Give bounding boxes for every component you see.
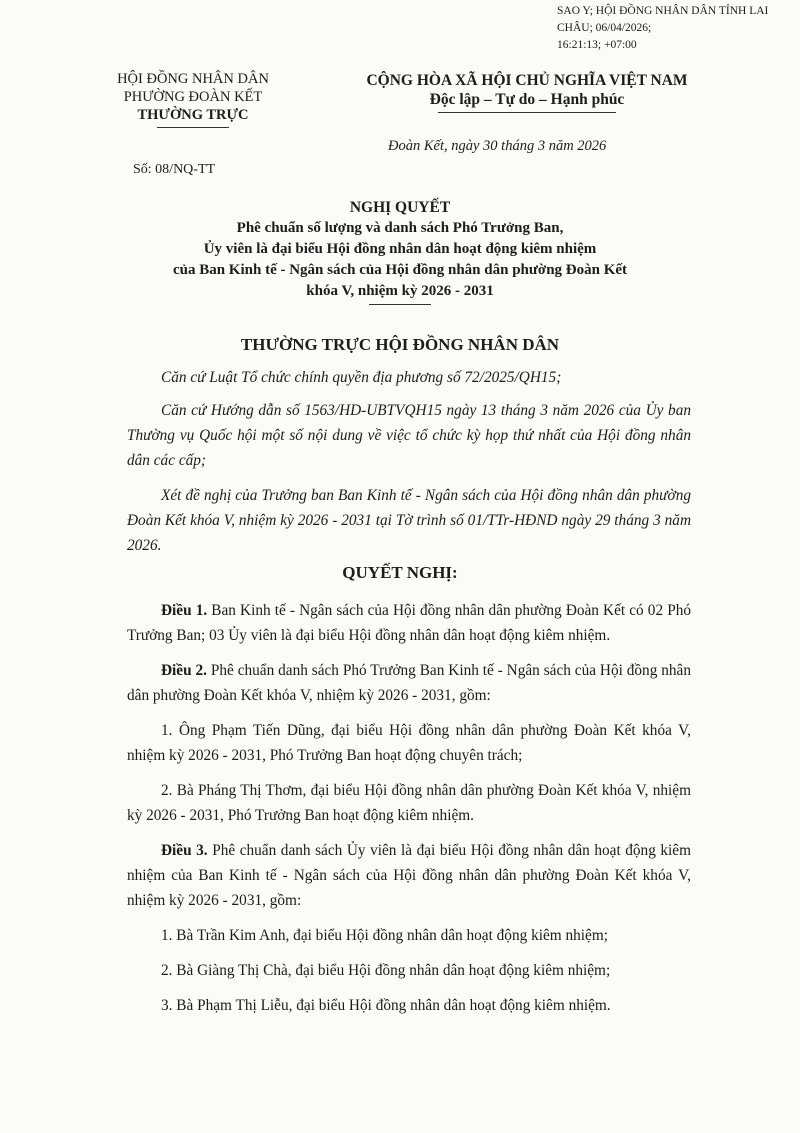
subtitle-line-1: Phê chuẩn số lượng và danh sách Phó Trưởng Ban, [236, 220, 564, 236]
issuer-header [88, 70, 298, 128]
authority-heading: THƯỜNG TRỰC HỘI ĐỒNG NHÂN DÂN [240, 335, 560, 354]
article-3 [127, 838, 691, 913]
article-3-item: 2. Bà Giàng Thị Chà, đại biểu Hội đồng nhân dân hoạt động kiêm nhiệm; [161, 962, 611, 979]
article-2 [127, 658, 691, 708]
article-2-label: Điều 2. [161, 662, 207, 679]
decision-heading: QUYẾT NGHỊ: [342, 563, 458, 582]
subtitle-line-3: của Ban Kinh tế - Ngân sách của Hội đồng nhân dân phường Đoàn Kết [172, 262, 628, 278]
issuer-line-3: THƯỜNG TRỰC [137, 107, 249, 123]
stamp-line-2: 16:21:13; +07:00 [557, 39, 637, 51]
article-2-item: 1. Ông Phạm Tiến Dũng, đại biểu Hội đồng nhân dân phường Đoàn Kết khóa V, nhiệm kỳ 2026 - 2031, Phó Trưởng Ban hoạt động chuyên trách; [127, 722, 691, 764]
subtitle-line-4: khóa V, nhiệm kỳ 2026 - 2031 [306, 283, 494, 299]
subtitle-line-2: Ủy viên là đại biểu Hội đồng nhân dân hoạt động kiêm nhiệm [203, 241, 597, 257]
article-1 [127, 598, 691, 648]
legal-basis-2: Căn cứ Hướng dẫn số 1563/HD-UBTVQH15 ngày 13 tháng 3 năm 2026 của Ủy ban Thường vụ Quốc hội một số nội dung về việc tổ chức kỳ họp thứ nhất của Hội đồng nhân dân các cấp; [127, 402, 691, 469]
article-1-text: Ban Kinh tế - Ngân sách của Hội đồng nhân dân phường Đoàn Kết có 02 Phó Trưởng Ban; 03 Ủy viên là đại biểu Hội đồng nhân dân hoạt động kiêm nhiệm. [127, 602, 691, 644]
issuer-line-1: HỘI ĐỒNG NHÂN DÂN [117, 71, 269, 87]
article-3-item: 3. Bà Phạm Thị Liễu, đại biểu Hội đồng nhân dân hoạt động kiêm nhiệm. [161, 997, 611, 1014]
article-3-text: Phê chuẩn danh sách Ủy viên là đại biểu Hội đồng nhân dân hoạt động kiêm nhiệm của Ban Kinh tế - Ngân sách của Hội đồng nhân dân phường Đoàn Kết khóa V, nhiệm kỳ 2026 - 2031, gồm: [127, 842, 691, 909]
motto-underline [438, 112, 616, 113]
document-number: Số: 08/NQ-TT [133, 162, 216, 177]
document-subtitle [115, 218, 685, 305]
issuer-underline [157, 127, 229, 128]
stamp-line-1: SAO Y; HỘI ĐỒNG NHÂN DÂN TỈNH LAI CHÂU; 06/04/2026; [557, 5, 769, 34]
article-3-item: 1. Bà Trần Kim Anh, đại biểu Hội đồng nhân dân hoạt động kiêm nhiệm; [161, 927, 608, 944]
article-2-item: 2. Bà Pháng Thị Thơm, đại biểu Hội đồng nhân dân phường Đoàn Kết khóa V, nhiệm kỳ 2026 - 2031, Phó Trưởng Ban hoạt động kiêm nhiệm. [127, 782, 691, 824]
article-1-label: Điều 1. [161, 602, 208, 619]
dateline: Đoàn Kết, ngày 30 tháng 3 năm 2026 [388, 138, 607, 154]
nation-motto: Độc lập – Tự do – Hạnh phúc [429, 91, 625, 108]
document-type: NGHỊ QUYẾT [349, 199, 451, 216]
legal-basis-1: Căn cứ Luật Tổ chức chính quyền địa phương số 72/2025/QH15; [161, 369, 562, 386]
subtitle-underline [369, 304, 431, 305]
digital-copy-stamp [557, 3, 797, 54]
article-2-text: Phê chuẩn danh sách Phó Trưởng Ban Kinh tế - Ngân sách của Hội đồng nhân dân phường Đoàn Kết khóa V, nhiệm kỳ 2026 - 2031, gồm: [127, 662, 691, 704]
nation-name: CỘNG HÒA XÃ HỘI CHỦ NGHĨA VIỆT NAM [366, 72, 688, 89]
legal-basis-3: Xét đề nghị của Trưởng ban Ban Kinh tế - Ngân sách của Hội đồng nhân dân phường Đoàn Kết khóa V, nhiệm kỳ 2026 - 2031 tại Tờ trình số 01/TTr-HĐND ngày 29 tháng 3 năm 2026. [127, 487, 691, 554]
issuer-line-2: PHƯỜNG ĐOÀN KẾT [123, 89, 263, 105]
nation-header [318, 71, 736, 113]
document-body [127, 365, 691, 1028]
decision-heading-space [127, 568, 691, 598]
article-3-label: Điều 3. [161, 842, 208, 859]
